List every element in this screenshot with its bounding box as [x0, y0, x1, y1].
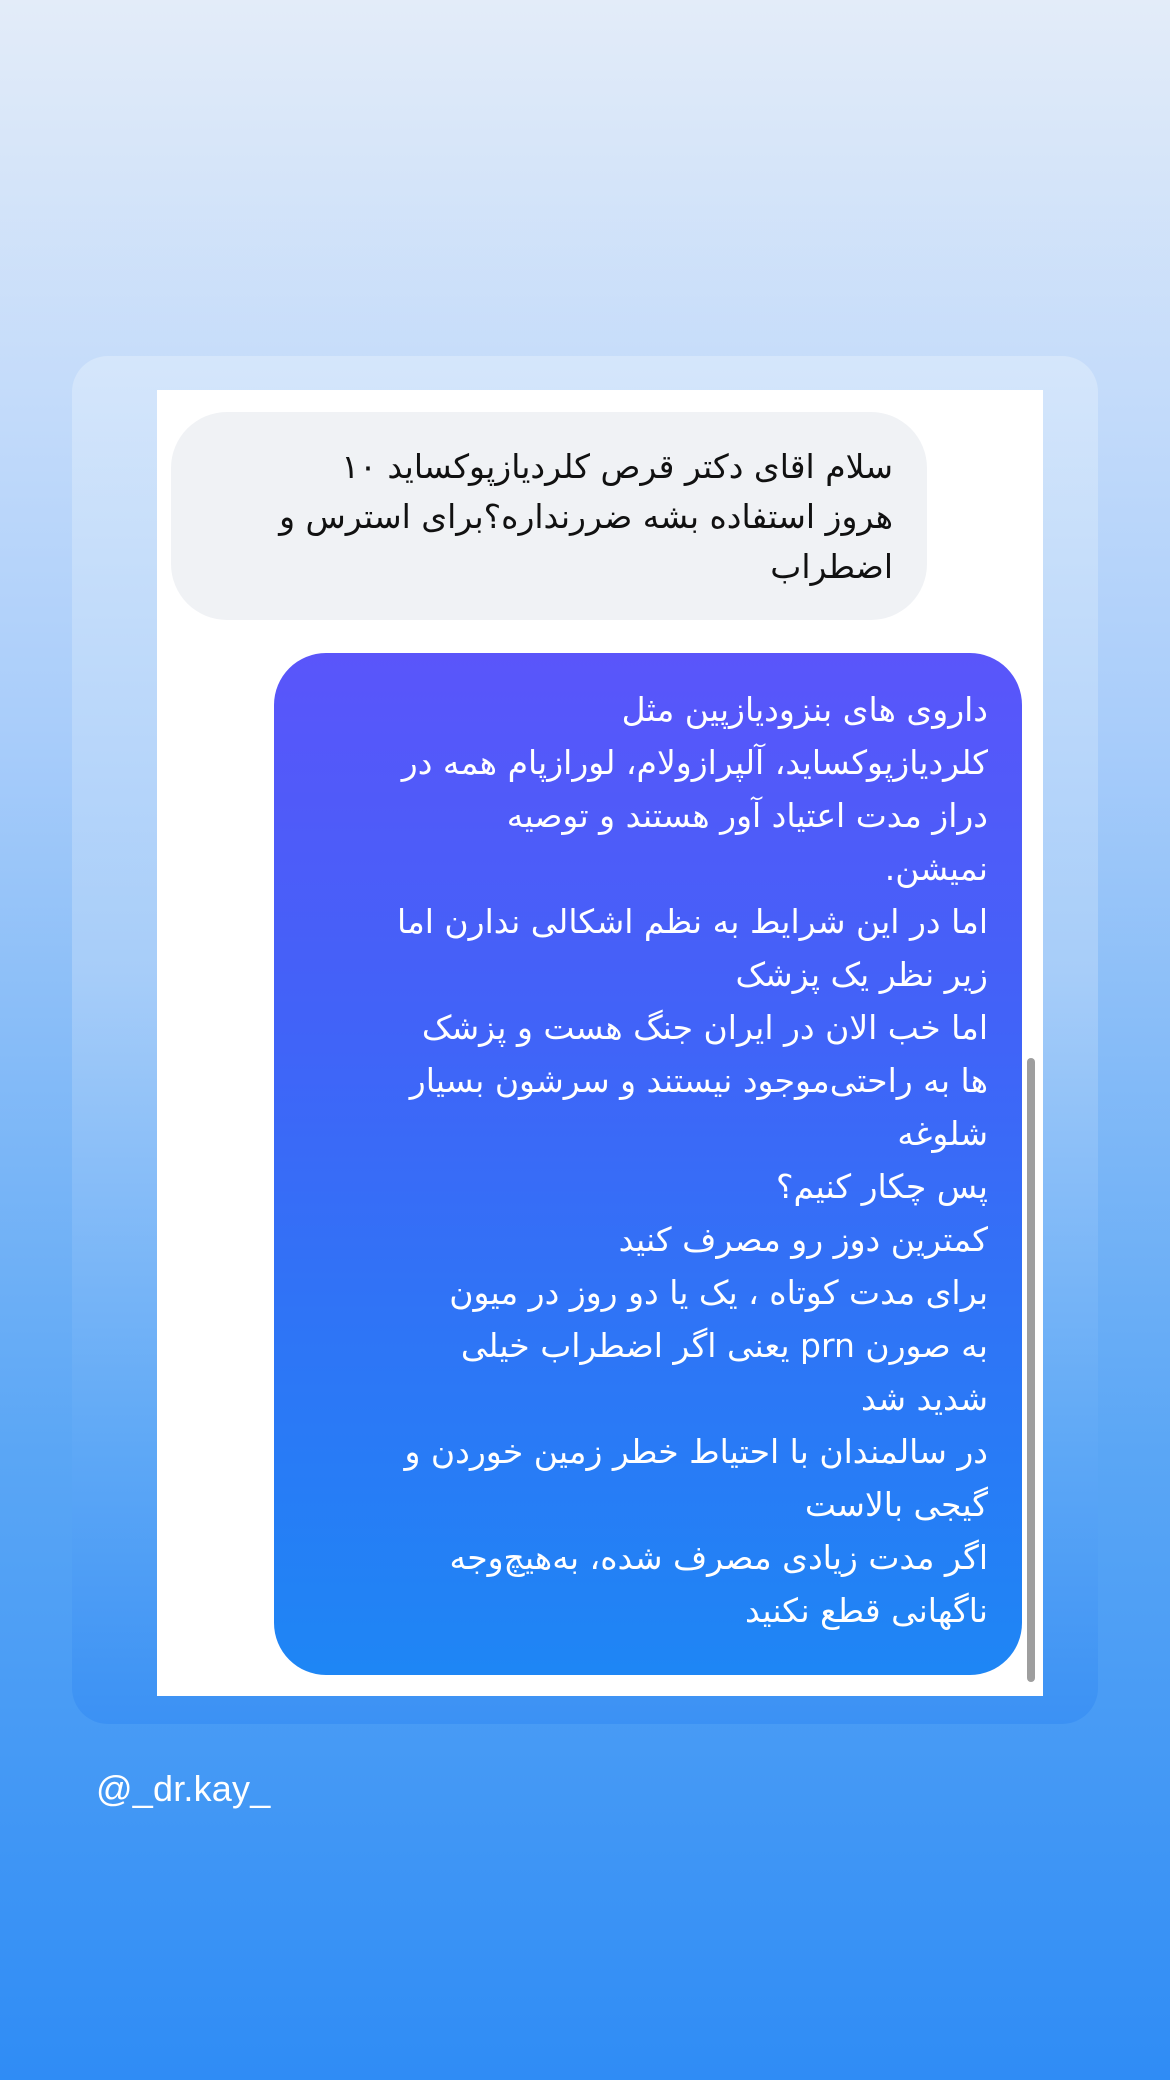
message-line: شدید شد — [861, 1379, 988, 1418]
message-line: ها به راحتی‌موجود نیستند و سرشون بسیار — [409, 1061, 988, 1100]
message-line: شلوغه — [897, 1114, 988, 1153]
sent-message-bubble — [274, 653, 1022, 1675]
message-line: داروی های بنزودیازپین مثل — [621, 690, 988, 729]
message-line: اما در این شرایط به نظم اشکالی ندارن اما — [397, 902, 988, 941]
message-line: برای مدت کوتاه ، یک یا دو روز در میون — [449, 1273, 988, 1312]
message-line: نمیشن. — [884, 849, 988, 888]
message-line: در سالمندان با احتیاط خطر زمین خوردن و — [404, 1432, 988, 1471]
message-line: اما خب الان در ایران جنگ هست و پزشک — [421, 1008, 988, 1047]
message-line: گیجی بالاست — [804, 1485, 988, 1524]
received-message-bubble — [171, 412, 927, 620]
message-line: هروز استفاده بشه ضررنداره؟برای استرس و — [279, 497, 893, 536]
chat-screenshot — [157, 390, 1043, 1696]
message-line: ناگهانی قطع نکنید — [745, 1591, 988, 1630]
message-line: پس چکار کنیم؟ — [776, 1167, 988, 1206]
chat-scrollbar-thumb[interactable] — [1027, 1058, 1035, 1682]
message-line: کمترین دوز رو مصرف کنید — [618, 1220, 988, 1259]
message-line: کلردیازپوکساید، آلپرازولام، لورازپام همه در — [401, 743, 988, 782]
message-line: اضطراب — [770, 547, 893, 586]
username-mention-tag[interactable]: @_dr.kay_ — [96, 1768, 271, 1809]
message-line: اگر مدت زیادی مصرف شده، به‌هیچ‌وجه — [449, 1538, 988, 1577]
chat-scrollbar[interactable] — [1027, 1058, 1035, 1682]
message-line: سلام اقای دکتر قرص کلردیازپوکساید ۱۰ — [341, 447, 893, 486]
message-line: زیر نظر یک پزشک — [735, 955, 988, 994]
message-line: دراز مدت اعتیاد آور هستند و توصیه — [506, 796, 988, 835]
message-line: به صورن prn یعنی اگر اضطراب خیلی — [460, 1326, 988, 1365]
